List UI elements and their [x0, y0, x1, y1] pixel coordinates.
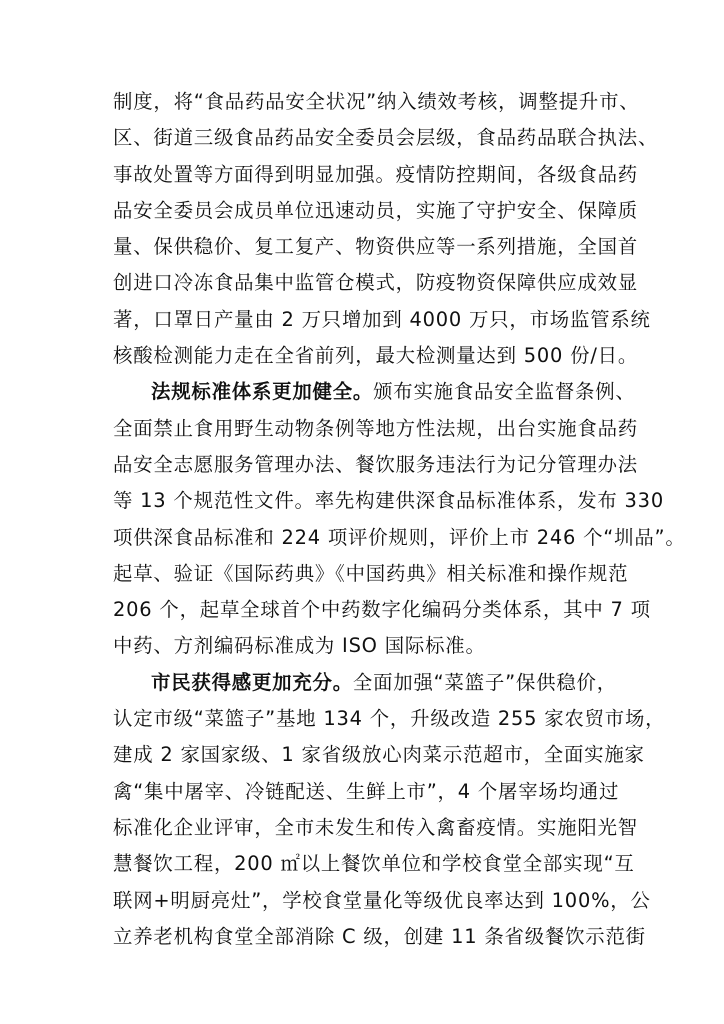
text-line: 联网+明厨亮灶”，学校食堂量化等级优良率达到 100%，公 — [113, 888, 651, 912]
text-line: 创进口冷冻食品集中监管仓模式，防疫物资保障供应成效显 — [113, 271, 638, 295]
text-line: 品安全志愿服务管理办法、餐饮服务违法行为记分管理办法 — [113, 452, 638, 476]
paragraph-first-line-rest: 全面加强“菜篮子”保供稳价， — [352, 670, 617, 694]
text-line: 全面禁止食用野生动物条例等地方性法规，出台实施食品药 — [113, 416, 638, 440]
paragraph-first-line-rest: 颁布实施食品安全监督条例、 — [373, 380, 636, 404]
text-line: 起草、验证《国际药典》《中国药典》相关标准和操作规范 — [113, 561, 629, 585]
text-line: 建成 2 家国家级、1 家省级放心肉菜示范超市，全面实施家 — [113, 743, 645, 767]
paragraph-citizen-satisfaction — [113, 665, 666, 955]
text-line: 等 13 个规范性文件。率先构建供深食品标准体系，发布 330 — [113, 489, 664, 513]
text-line: 立养老机构食堂全部消除 C 级，创建 11 条省级餐饮示范街 — [113, 924, 646, 948]
paragraph-regulations-standards — [113, 374, 686, 664]
document-body — [113, 84, 686, 955]
text-line: 标准化企业评审，全市未发生和传入禽畜疫情。实施阳光智 — [113, 815, 638, 839]
text-line: 著，口罩日产量由 2 万只增加到 4000 万只，市场监管系统 — [113, 307, 651, 331]
paragraph-food-safety-mechanism — [113, 84, 659, 374]
text-line: 中药、方剂编码标准成为 ISO 国际标准。 — [113, 634, 486, 658]
paragraph-lead-heading: 法规标准体系更加健全。 — [151, 380, 374, 404]
text-line: 禽“集中屠宰、冷链配送、生鲜上市”，4 个屠宰场均通过 — [113, 779, 620, 803]
text-line: 认定市级“菜篮子”基地 134 个，升级改造 255 家农贸市场， — [113, 707, 666, 731]
text-line: 事故处置等方面得到明显加强。疫情防控期间，各级食品药 — [113, 162, 638, 186]
text-line: 区、街道三级食品药品安全委员会层级，食品药品联合执法、 — [113, 126, 659, 150]
text-line-first — [113, 665, 617, 701]
text-line: 206 个，起草全球首个中药数字化编码分类体系，其中 7 项 — [113, 598, 651, 622]
text-line: 量、保供稳价、复工复产、物资供应等一系列措施，全国首 — [113, 235, 638, 259]
text-line: 慧餐饮工程，200 ㎡以上餐饮单位和学校食堂全部实现“互 — [113, 852, 635, 876]
text-line: 核酸检测能力走在全省前列，最大检测量达到 500 份/日。 — [113, 344, 639, 368]
text-line: 制度，将“食品药品安全状况”纳入绩效考核，调整提升市、 — [113, 90, 640, 113]
text-line: 品安全委员会成员单位迅速动员，实施了守护安全、保障质 — [113, 198, 638, 222]
paragraph-lead-heading: 市民获得感更加充分。 — [151, 670, 353, 694]
text-line-first — [113, 374, 636, 410]
text-line: 项供深食品标准和 224 项评价规则，评价上市 246 个“圳品”。 — [113, 525, 686, 549]
